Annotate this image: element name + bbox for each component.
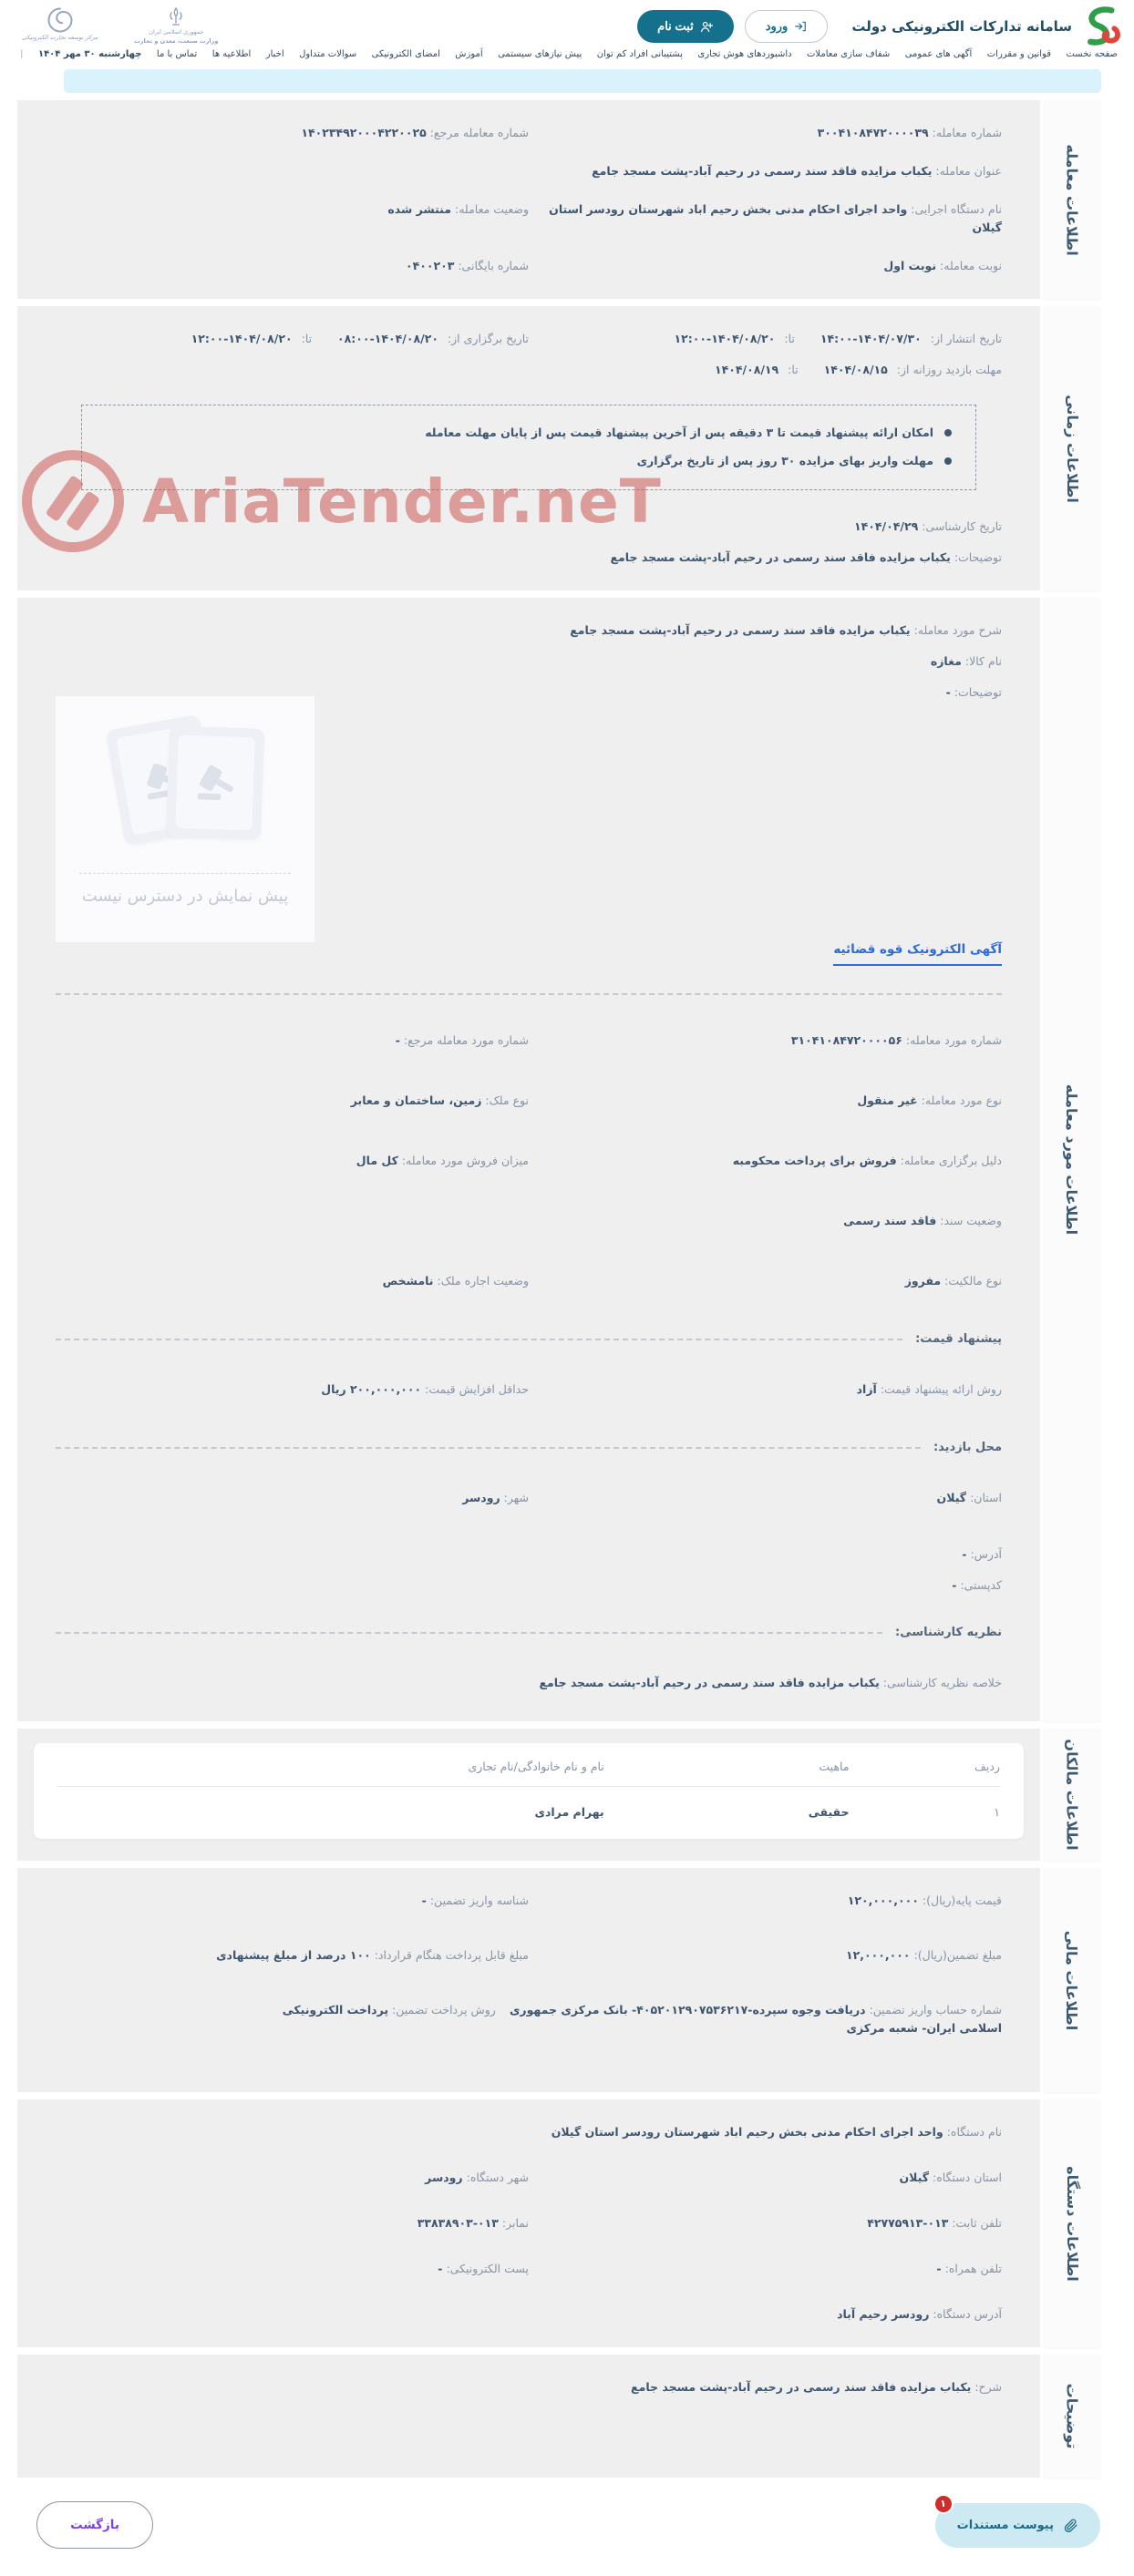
ecdc-logo (22, 6, 98, 43)
field-value: یکباب مزایده فاقد سند رسمی در رحیم آباد-پشت مسجد جامع (631, 2380, 972, 2394)
ecdc-swirl-icon (46, 6, 74, 34)
field-visit-range (56, 361, 1002, 379)
field-value: - (962, 1547, 967, 1561)
field-value: ۰۱۳-۴۲۷۷۵۹۱۳ (867, 2216, 949, 2230)
field-expert-summary (56, 1674, 1002, 1692)
field-value: نامشخص (382, 1274, 434, 1288)
col-fullname: نام و نام خانوادگی/نام تجاری (468, 1760, 604, 1773)
section-financial-rail (1044, 1868, 1100, 2092)
bullet-icon (944, 457, 952, 465)
field-value: ۳۰۰۴۱۰۸۴۷۲۰۰۰۰۳۹ (817, 126, 929, 139)
field-value: دریافت وجوه سپرده-۴۰۵۲۰۱۲۹۰۷۵۳۶۲۱۷- بانک مرکزی جمهوری اسلامی ایران- شعبه مرکزی (509, 2003, 1002, 2035)
preview-divider (79, 873, 292, 874)
section-owners (17, 1729, 1100, 1861)
owners-table-header (57, 1743, 1000, 1787)
field-agency-name (56, 2123, 1002, 2141)
attachments-count-badge: ۱ (933, 2494, 954, 2514)
nav-item-news[interactable]: اخبار (265, 49, 284, 59)
dashed-line (56, 1632, 882, 1634)
field-value: مغازه (930, 654, 962, 668)
field-label: شماره حساب واریز تضمین: (869, 2003, 1002, 2017)
field-label: شماره مورد معامله مرجع: (403, 1033, 529, 1047)
field-guarantee-pay-method (56, 2001, 496, 2037)
field-item-name (56, 652, 1002, 671)
section-agency-rail (1044, 2099, 1100, 2347)
nav-separator: | (20, 49, 24, 59)
field-value: یکباب مزایده فاقد سند رسمی در رحیم آباد-پشت مسجد جامع (610, 550, 951, 564)
timing-note-2 (106, 454, 952, 467)
subheader-label: پیشنهاد قیمت: (915, 1332, 1002, 1346)
login-label: ورود (765, 19, 789, 33)
attachments-button[interactable] (935, 2498, 1100, 2548)
field-hold-range (56, 330, 529, 348)
field-label: آدرس: (970, 1547, 1002, 1561)
field-city (56, 1489, 529, 1507)
nav-item-faq[interactable]: سوالات متداول (299, 49, 357, 59)
field-label: تاریخ انتشار از: (930, 332, 1002, 345)
field-property-type (56, 1092, 529, 1110)
ministry-line1: جمهوری اسلامی ایران (149, 28, 204, 36)
field-auction-reason (529, 1152, 1002, 1170)
field-rent-status (56, 1272, 529, 1290)
field-value: - (395, 1033, 400, 1047)
owner-index: ۱ (994, 1805, 1000, 1819)
section-timing-title: اطلاعات زمانی (1063, 394, 1081, 503)
judiciary-ad-link[interactable]: آگهی الکترونیک قوه قضائیه (833, 942, 1002, 966)
field-value: - (952, 1578, 957, 1592)
field-subject-desc (56, 621, 1002, 640)
field-value: - (936, 2262, 942, 2275)
section-subject (17, 598, 1100, 1721)
field-label: نوع مالکیت: (944, 1274, 1002, 1288)
col-nature: ماهیت (819, 1760, 850, 1773)
field-value: نوبت اول (883, 259, 937, 272)
field-label: دلیل برگزاری معامله: (900, 1154, 1002, 1167)
ministry-logo (134, 6, 218, 46)
section-notes-rail (1044, 2355, 1100, 2478)
field-label: وضعیت اجاره ملک: (437, 1274, 529, 1288)
field-address (56, 1545, 1002, 1564)
field-value: ۱۴۰۴/۰۷/۳۰-۱۴:۰۰ (820, 332, 922, 345)
field-agency-province (529, 2169, 1002, 2187)
section-owners-body (17, 1729, 1040, 1861)
table-row (57, 1787, 1000, 1839)
section-owners-rail (1044, 1729, 1100, 1861)
field-value: غیر منقول (857, 1093, 918, 1107)
field-label: تا: (784, 332, 795, 345)
field-deal-ref-number (56, 124, 529, 142)
field-value: ۳۱۰۴۱۰۸۴۷۲۰۰۰۰۵۶ (790, 1033, 902, 1047)
field-deal-subject (56, 162, 1002, 180)
field-notes-desc (56, 2378, 1002, 2396)
section-agency-body (17, 2099, 1040, 2347)
field-label: تلفن ثابت: (952, 2216, 1002, 2230)
field-value: زمین، ساختمان و معابر (350, 1093, 482, 1107)
field-label: نوبت معامله: (940, 259, 1002, 272)
nav-item-announcements[interactable]: اطلاعیه ها (211, 49, 252, 59)
header (0, 0, 1134, 58)
field-province (529, 1489, 1002, 1507)
field-value: فاقد سند رسمی (843, 1214, 937, 1227)
nav-item-public-ads[interactable]: آگهی های عمومی (904, 49, 973, 59)
section-notes (17, 2355, 1100, 2478)
footer (36, 2498, 1100, 2549)
note-text: مهلت واریز بهای مزایده ۳۰ روز پس از تاریخ برگزاری (636, 454, 933, 467)
field-subject-number (529, 1031, 1002, 1050)
watermark-text: AriaTender.neT (142, 466, 662, 537)
nav-item-esignature[interactable]: امضای الکترونیکی (371, 49, 440, 59)
subheader-label: محل بازدید: (933, 1441, 1002, 1454)
field-value: گیلان (899, 2171, 930, 2184)
field-label: نام کالا: (964, 654, 1002, 668)
section-financial-body (17, 1868, 1040, 2092)
section-timing (17, 306, 1100, 590)
note-text: امکان ارائه پیشنهاد قیمت تا ۳ دقیقه پس از آخرین پیشنهاد قیمت پس از پایان مهلت معامله (425, 426, 933, 439)
field-label: نمابر: (501, 2216, 529, 2230)
field-deal-status (56, 200, 529, 237)
field-postal-code (56, 1576, 1002, 1595)
nav-item-bi-dashboards[interactable]: داشبوردهای هوش تجاری (697, 49, 792, 59)
field-sale-amount (56, 1152, 529, 1170)
field-value: رودسر (425, 2171, 463, 2184)
field-value: فروش برای پرداخت محکومبه (732, 1154, 897, 1167)
subheader-label: نظریه کارشناسی: (895, 1626, 1002, 1639)
field-value: ۱۴۰۴/۰۸/۲۰-۰۸:۰۰ (337, 332, 438, 345)
dashed-separator (56, 993, 1002, 995)
field-value: یکباب مزایده فاقد سند رسمی در رحیم آباد-پشت مسجد جامع (539, 1676, 880, 1689)
nav-item-rules[interactable]: قوانین و مقررات (986, 49, 1052, 59)
field-label: روش ارائه پیشنهاد قیمت: (880, 1382, 1002, 1396)
field-label: حداقل افزایش قیمت: (425, 1382, 529, 1396)
section-notes-title: توضیحات (1063, 2383, 1081, 2449)
field-label: استان: (970, 1491, 1002, 1504)
field-payable-at-contract (56, 1946, 529, 1965)
nav-item-prerequisites[interactable]: پیش نیازهای سیستمی (498, 49, 582, 59)
field-value: ۱۴۰۴/۰۴/۲۹ (854, 519, 919, 533)
image-preview-placeholder (56, 696, 314, 942)
section-notes-body (17, 2355, 1040, 2478)
field-archive-number (56, 257, 529, 275)
field-label: شماره مورد معامله: (905, 1033, 1002, 1047)
field-expert-date (56, 518, 1002, 536)
auth-buttons (637, 10, 828, 43)
field-label: نوع مورد معامله: (921, 1093, 1002, 1107)
field-executive-agency (529, 200, 1002, 237)
field-value: ۱۰۰ درصد از مبلغ پیشنهادی (216, 1948, 371, 1962)
field-agency-mobile (529, 2260, 1002, 2278)
field-label: خلاصه نظریه کارشناسی: (882, 1676, 1002, 1689)
field-label: مبلغ قابل پرداخت هنگام قرارداد: (374, 1948, 529, 1962)
field-deal-round (529, 257, 1002, 275)
section-deal-title: اطلاعات معامله (1063, 143, 1081, 256)
field-value: آزاد (856, 1382, 877, 1396)
field-value: ۱۴۰۴/۰۸/۲۰-۱۲:۰۰ (191, 332, 293, 345)
field-subject-type (529, 1092, 1002, 1110)
info-band (64, 69, 1101, 93)
section-deal-rail (1044, 100, 1100, 299)
brand-title: سامانه تدارکات الکترونیکی دولت (851, 18, 1072, 35)
dashed-line (56, 1339, 902, 1340)
field-value: ۱۴۰۴/۰۸/۲۰-۱۲:۰۰ (674, 332, 776, 345)
field-label: وضعیت معامله: (455, 202, 529, 216)
back-button[interactable]: بازگشت (36, 2501, 153, 2549)
field-subject-ref-number (56, 1031, 529, 1050)
setad-logo-icon (1079, 5, 1121, 47)
owner-fullname: بهرام مرادی (534, 1805, 604, 1819)
field-label: استان دستگاه: (933, 2171, 1002, 2184)
field-value: ۱۴۰۴/۰۸/۱۹ (714, 363, 779, 376)
expert-opinion-subheader (56, 1626, 1002, 1639)
field-label: شماره معامله: (932, 126, 1002, 139)
field-agency-email (56, 2260, 529, 2278)
bullet-icon (944, 429, 952, 436)
attachments-label: پیوست مستندات (956, 2518, 1054, 2532)
section-deal-info (17, 100, 1100, 299)
field-label: شماره معامله مرجع: (429, 126, 529, 139)
brand-row (16, 5, 1121, 47)
iran-emblem-icon (166, 6, 186, 28)
login-icon (794, 20, 807, 33)
field-value: یکباب مزایده فاقد سند رسمی در رحیم آباد-پشت مسجد جامع (592, 164, 933, 178)
subject-top-block (56, 621, 1002, 942)
preview-unavailable-text: پیش نمایش در دسترس نیست (81, 887, 289, 906)
paperclip-icon (1063, 2518, 1078, 2533)
ecdc-caption: مرکز توسعه تجارت الکترونیکی (22, 34, 98, 42)
field-label: تا: (788, 363, 799, 376)
dashed-line (56, 1447, 921, 1449)
section-subject-body (17, 598, 1040, 1721)
field-value: واحد اجرای احکام مدنی بخش رحیم اباد شهرستان رودسر استان گیلان (549, 202, 1002, 234)
field-label: نوع ملک: (485, 1093, 529, 1107)
field-label: شرح مورد معامله: (913, 623, 1002, 637)
field-label: مبلغ تضمین(ریال): (913, 1948, 1002, 1962)
field-value: ۱۴۰۲۳۴۹۲۰۰۰۴۲۲۰۰۲۵ (301, 126, 427, 139)
owner-nature: حقیقی (808, 1805, 850, 1819)
field-value: - (421, 1894, 427, 1907)
field-value: ۰۱۳-۳۳۸۳۸۹۰۳ (417, 2216, 499, 2230)
field-doc-status (56, 1212, 1002, 1230)
ministry-line2: وزارت صنعت، معدن و تجارت (134, 37, 219, 45)
field-value: رودسر رحیم آباد (837, 2307, 930, 2321)
field-label: عنوان معامله: (935, 164, 1002, 178)
field-label: کدپستی: (960, 1578, 1002, 1592)
field-value: ۲۰۰,۰۰۰,۰۰۰ ریال (321, 1382, 422, 1396)
field-value: رودسر (462, 1491, 500, 1504)
field-deal-number (529, 124, 1002, 142)
field-label: میزان فروش مورد معامله: (401, 1154, 529, 1167)
field-value: پرداخت الکترونیکی (282, 2003, 389, 2017)
section-subject-title: اطلاعات مورد معامله (1063, 1083, 1081, 1236)
main-nav (16, 47, 1121, 65)
timing-note-1 (106, 426, 952, 439)
field-value: ۰۴۰۰۲۰۳ (405, 259, 455, 272)
field-guarantee-amount (529, 1946, 1002, 1965)
field-label: قیمت پایه(ریال): (922, 1894, 1002, 1907)
field-deposit-account (496, 2001, 1002, 2037)
field-label: تا: (301, 332, 313, 345)
signup-button[interactable] (637, 10, 734, 43)
section-subject-rail (1044, 598, 1100, 1721)
field-value: ۱۴۰۴/۰۸/۱۵ (823, 363, 888, 376)
field-label: تلفن همراه: (944, 2262, 1002, 2275)
login-button[interactable] (745, 10, 829, 43)
section-deal-body (17, 100, 1040, 299)
visit-location-subheader (56, 1441, 1002, 1454)
field-label: شرح: (974, 2380, 1002, 2394)
field-base-price (529, 1892, 1002, 1910)
nav-item-training[interactable]: آموزش (455, 49, 483, 59)
field-label: توضیحات: (954, 685, 1002, 699)
col-index: ردیف (974, 1760, 1000, 1773)
signup-label: ثبت نام (657, 19, 694, 33)
field-value: واحد اجرای احکام مدنی بخش رحیم اباد شهرستان رودسر استان گیلان (551, 2125, 943, 2139)
field-label: آدرس دستگاه: (933, 2307, 1002, 2321)
section-owners-title: اطلاعات مالکان (1063, 1739, 1081, 1851)
field-label: شهر دستگاه: (466, 2171, 529, 2184)
price-offer-subheader (56, 1332, 1002, 1346)
nav-item-home[interactable]: صفحه نخست (1066, 49, 1118, 59)
field-value: منتشر شده (387, 202, 452, 216)
field-agency-fax (56, 2214, 529, 2232)
field-agency-city (56, 2169, 529, 2187)
field-label: شهر: (503, 1491, 529, 1504)
field-label: شماره بایگانی: (458, 259, 529, 272)
user-plus-icon (700, 20, 714, 34)
section-financial (17, 1868, 1100, 2092)
field-agency-address (56, 2305, 1002, 2324)
field-label: روش پرداخت تضمین: (392, 2003, 496, 2017)
nav-date: چهارشنبه ۳۰ مهر ۱۴۰۴ (37, 49, 142, 59)
field-agency-phone (529, 2214, 1002, 2232)
field-value: مفروز (904, 1274, 942, 1288)
field-value: کل مال (356, 1154, 398, 1167)
field-value: یکباب مزایده فاقد سند رسمی در رحیم آباد-پشت مسجد جامع (570, 623, 911, 637)
field-ownership-type (529, 1272, 1002, 1290)
nav-item-transparency[interactable]: شفاف سازی معاملات (807, 49, 891, 59)
section-timing-rail (1044, 306, 1100, 590)
field-label: نام دستگاه اجرایی: (911, 202, 1002, 216)
field-label: مهلت بازدید روزانه از: (896, 363, 1002, 376)
field-timing-desc (56, 549, 1002, 567)
field-label: نام دستگاه: (946, 2125, 1002, 2139)
section-agency-title: اطلاعات دستگاه (1063, 2165, 1081, 2282)
government-logos (22, 6, 218, 46)
field-label: تاریخ برگزاری از: (447, 332, 529, 345)
field-deposit-id (56, 1892, 529, 1910)
field-value: ۱۲,۰۰۰,۰۰۰ (846, 1948, 911, 1962)
field-label: شناسه واریز تضمین: (429, 1894, 529, 1907)
field-label: توضیحات: (954, 550, 1002, 564)
section-agency (17, 2099, 1100, 2347)
field-min-increase (56, 1380, 529, 1399)
field-value: ۱۲۰,۰۰۰,۰۰۰ (847, 1894, 919, 1907)
field-publish-range (529, 330, 1002, 348)
field-value: - (438, 2262, 443, 2275)
field-value: - (945, 685, 951, 699)
gavel-photos-icon (98, 714, 272, 858)
field-value: گیلان (936, 1491, 967, 1504)
field-label: وضعیت سند: (940, 1214, 1002, 1227)
field-label: پست الکترونیکی: (446, 2262, 529, 2275)
section-timing-body (17, 306, 1040, 590)
field-bid-method (529, 1380, 1002, 1399)
timing-notes-box (81, 405, 976, 490)
brand (851, 5, 1121, 47)
nav-item-contact[interactable]: تماس با ما (156, 49, 198, 59)
owners-table (34, 1743, 1024, 1839)
field-label: تاریخ کارشناسی: (922, 519, 1002, 533)
section-financial-title: اطلاعات مالی (1063, 1930, 1081, 2030)
nav-item-accessibility[interactable]: پشتیبانی افراد کم توان (596, 49, 683, 59)
